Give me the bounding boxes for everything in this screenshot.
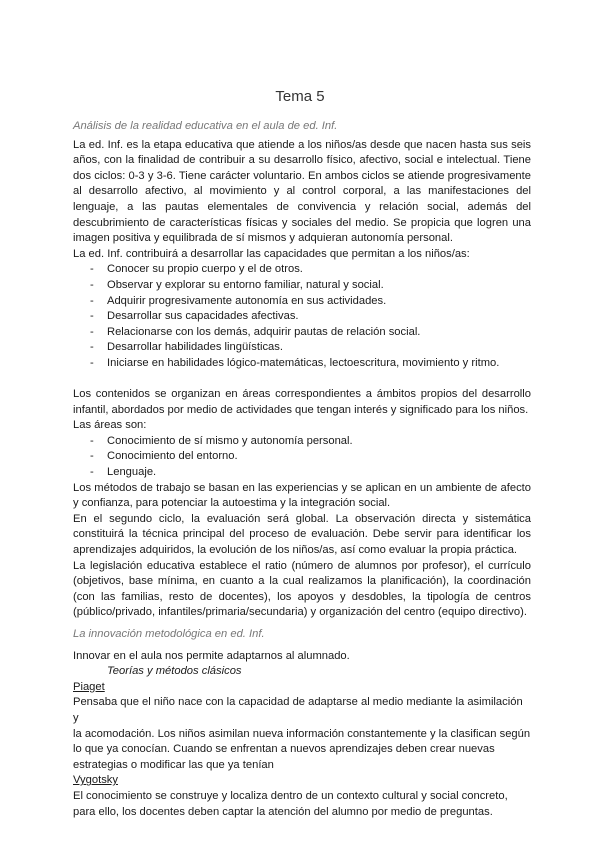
list-item: - Desarrollar habilidades lingüísticas. [73, 340, 531, 356]
list-item: - Conocimiento del entorno. [73, 449, 531, 465]
list-item: - Desarrollar sus capacidades afectivas. [73, 309, 531, 325]
paragraph: Los contenidos se organizan en áreas correspondientes a ámbitos propios del desarrollo infantil, abordados por medio de actividades que tengan interés y significado para los niños. [73, 388, 531, 416]
text-line: lo que ya conocían. Cuando se enfrentan a nuevos aprendizajes deben crear nuevas [73, 743, 495, 756]
list-item: - Conocer su propio cuerpo y el de otros. [73, 262, 531, 278]
areas-list [73, 434, 531, 481]
list-item: - Adquirir progresivamente autonomía en sus actividades. [73, 294, 531, 310]
paragraph: La legislación educativa establece el ratio (número de alumnos por profesor), el currículo (objetivos, base mínima, en cuanto a la cual realizamos la planificación), la coordinación (con las familias, resto de docentes), los apoyos y desdobles, la tipología de centros (público/privado, infantiles/primaria/secundaria) y organización del centro (equipo directivo). [73, 559, 531, 619]
paragraph: Innovar en el aula nos permite adaptarnos al alumnado. [73, 649, 350, 662]
paragraph: En el segundo ciclo, la evaluación será global. La observación directa y sistemática constituirá la técnica principal del proceso de evaluación. Debe servir para identificar los aprendizajes adquiridos, la evolución de los niños/as, así como evaluar la propia práctica. [73, 512, 531, 557]
text-line: El conocimiento se construye y localiza dentro de un contexto cultural y social concreto, [73, 789, 508, 802]
spacer [73, 372, 531, 388]
section-heading: La innovación metodológica en ed. Inf. [73, 628, 265, 640]
text-line: la acomodación. Los niños asimilan nueva información constantemente y la clasifican según [73, 727, 531, 740]
paragraph: Las áreas son: [73, 419, 147, 432]
author-name: Piaget [73, 680, 105, 693]
list-item: - Iniciarse en habilidades lógico-matemáticas, lectoescritura, movimiento y ritmo. [73, 356, 531, 372]
paragraph: La ed. Inf. es la etapa educativa que atiende a los niños/as desde que nacen hasta sus seis años, con la finalidad de contribuir a su desarrollo físico, afectivo, social e intelectual. Tiene dos ciclos: 0-3 y 3-6. Tiene carácter voluntario. En ambos ciclos se atiende progresivamente al desarrollo afectivo, al movimiento y al control corporal, a las manifestaciones del lenguaje, a las pautas elementales de convivencia y relación social, además del descubrimiento de características físicas y sociales del medio. Se propicia que logren una imagen positiva y equilibrada de sí mismos y adquieran autonomía personal. [73, 138, 531, 245]
list-item: - Observar y explorar su entorno familiar, natural y social. [73, 278, 531, 294]
capacities-list [73, 262, 531, 371]
section-heading: Análisis de la realidad educativa en el aula de ed. Inf. [73, 120, 338, 132]
list-item: - Lenguaje. [73, 465, 531, 481]
text-line: estrategias o modificar las que ya tenían [73, 758, 274, 771]
paragraph: Los métodos de trabajo se basan en las experiencias y se aplican en un ambiente de afecto y confianza, para potenciar la autoestima y la integración social. [73, 481, 531, 510]
author-name: Vygotsky [73, 774, 118, 787]
paragraph: La ed. Inf. contribuirá a desarrollar las capacidades que permitan a los niños/as: [73, 247, 470, 260]
list-item: - Relacionarse con los demás, adquirir pautas de relación social. [73, 325, 531, 341]
text-line: para ello, los docentes deben captar la atención del alumno por medio de preguntas. [73, 805, 493, 818]
text-line: Pensaba que el niño nace con la capacidad de adaptarse al medio mediante la asimilación y [73, 696, 523, 724]
list-item: - Conocimiento de sí mismo y autonomía personal. [73, 434, 531, 450]
subheading: Teorías y métodos clásicos [107, 665, 242, 678]
page-title: Tema 5 [275, 88, 325, 105]
document-body [73, 119, 531, 820]
